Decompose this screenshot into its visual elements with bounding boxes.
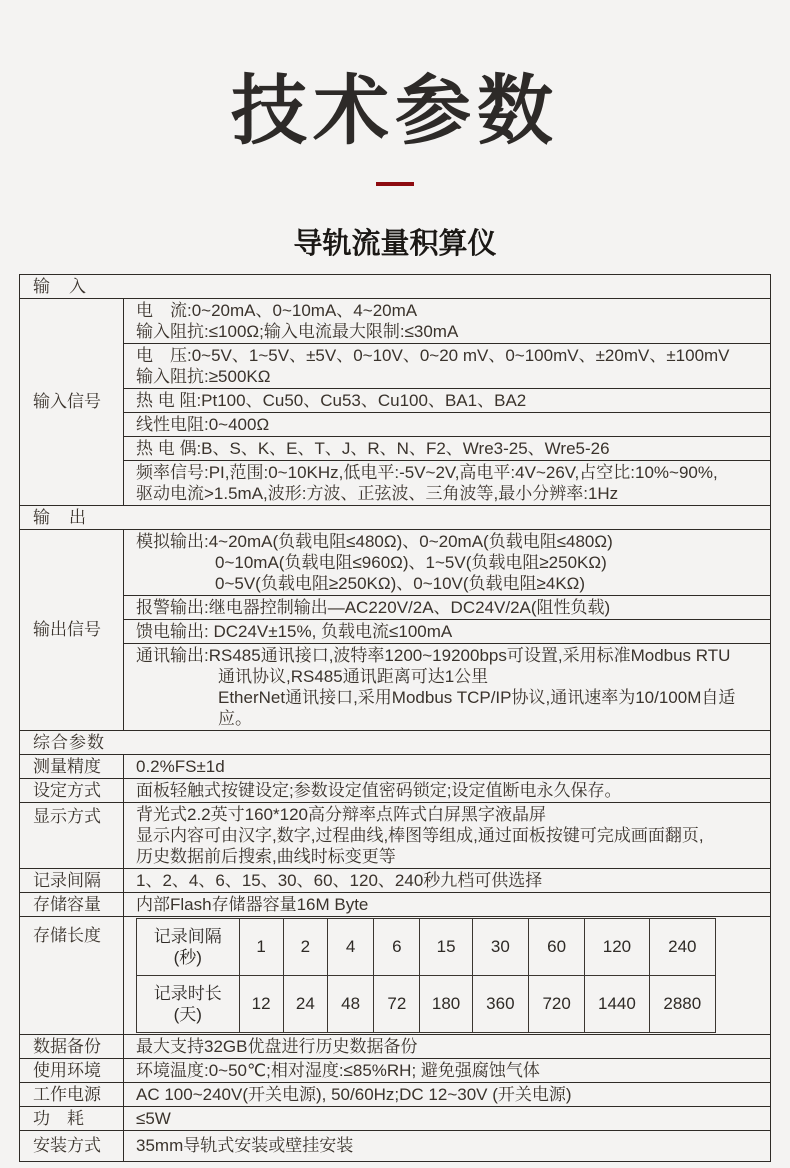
cell-accuracy: 0.2%FS±1d bbox=[124, 754, 771, 778]
storage-duration-value: 360 bbox=[472, 975, 528, 1032]
storage-interval-value: 2 bbox=[283, 918, 327, 975]
input-frequency-line2: 驱动电流>1.5mA,波形:方波、正弦波、三角波等,最小分辨率:1Hz bbox=[136, 483, 619, 503]
display-line1: 背光式2.2英寸160*120高分辩率点阵式白屏黑字液晶屏 bbox=[136, 804, 546, 824]
storage-duration-value: 720 bbox=[528, 975, 584, 1032]
output-analog-line1: 模拟输出:4~20mA(负载电阻≤480Ω)、0~20mA(负载电阻≤480Ω) bbox=[136, 531, 613, 551]
product-subtitle: 导轨流量积算仪 bbox=[293, 227, 497, 260]
storage-interval-label: 记录间隔(秒) bbox=[137, 918, 240, 975]
cell-output-analog bbox=[124, 529, 771, 595]
output-comm-line1: 通讯输出:RS485通讯接口,波特率1200~19200bps可设置,采用标准Modbus RTU bbox=[136, 645, 731, 665]
storage-duration-value: 24 bbox=[283, 975, 327, 1032]
accent-dash bbox=[376, 182, 414, 186]
row-label-input-signal: 输入信号 bbox=[20, 298, 124, 505]
cell-storage-length bbox=[124, 916, 771, 1034]
storage-duration-value: 2880 bbox=[649, 975, 715, 1032]
section-label-general: 综合参数 bbox=[20, 730, 771, 754]
cell-setting: 面板轻触式按键设定;参数设定值密码锁定;设定值断电永久保存。 bbox=[124, 778, 771, 802]
cell-power-consumption: ≤5W bbox=[124, 1106, 771, 1130]
cell-installation: 35mm导轨式安装或壁挂安装 bbox=[124, 1130, 771, 1161]
cell-input-linear-resistance: 线性电阻:0~400Ω bbox=[124, 412, 771, 436]
row-label-power-supply: 工作电源 bbox=[20, 1082, 124, 1106]
display-line3: 历史数据前后搜索,曲线时标变更等 bbox=[136, 846, 396, 866]
row-input-rtd bbox=[20, 388, 771, 412]
storage-duration-value: 180 bbox=[420, 975, 472, 1032]
cell-output-communication bbox=[124, 643, 771, 730]
cell-record-interval: 1、2、4、6、15、30、60、120、240秒九档可供选择 bbox=[124, 868, 771, 892]
row-label-data-backup: 数据备份 bbox=[20, 1034, 124, 1058]
spec-table bbox=[19, 274, 771, 1162]
row-input-linear-resistance bbox=[20, 412, 771, 436]
row-label-environment: 使用环境 bbox=[20, 1058, 124, 1082]
row-setting bbox=[20, 778, 771, 802]
storage-duration-label: 记录时长(天) bbox=[137, 975, 240, 1032]
storage-duration-row bbox=[137, 975, 716, 1032]
section-label-input: 输 入 bbox=[20, 274, 771, 298]
cell-input-current bbox=[124, 298, 771, 343]
row-installation bbox=[20, 1130, 771, 1161]
row-output-alarm bbox=[20, 595, 771, 619]
storage-duration-value: 72 bbox=[374, 975, 420, 1032]
storage-length-table bbox=[136, 918, 716, 1033]
storage-duration-value: 12 bbox=[239, 975, 283, 1032]
cell-input-thermocouple: 热 电 偶:B、S、K、E、T、J、R、N、F2、Wre3-25、Wre5-26 bbox=[124, 436, 771, 460]
section-row-input bbox=[20, 274, 771, 298]
section-row-output bbox=[20, 505, 771, 529]
output-analog-line3: 0~5V(负载电阻≥250KΩ)、0~10V(负载电阻≥4KΩ) bbox=[215, 573, 586, 593]
row-input-frequency bbox=[20, 460, 771, 505]
input-voltage-line2: 输入阻抗:≥500KΩ bbox=[136, 366, 271, 386]
storage-interval-value: 4 bbox=[327, 918, 373, 975]
row-output-feed bbox=[20, 619, 771, 643]
row-display bbox=[20, 802, 771, 868]
input-voltage-line1: 电 压:0~5V、1~5V、±5V、0~10V、0~20 mV、0~100mV、±20mV、±100mV bbox=[136, 345, 730, 365]
row-label-output-signal: 输出信号 bbox=[20, 529, 124, 730]
output-comm-line2: 通讯协议,RS485通讯距离可达1公里 bbox=[218, 666, 489, 686]
display-line2: 显示内容可由汉字,数字,过程曲线,棒图等组成,通过面板按键可完成画面翻页, bbox=[136, 825, 704, 845]
row-input-thermocouple bbox=[20, 436, 771, 460]
cell-data-backup: 最大支持32GB优盘进行历史数据备份 bbox=[124, 1034, 771, 1058]
row-output-communication bbox=[20, 643, 771, 730]
row-label-storage-length: 存储长度 bbox=[20, 916, 124, 1034]
row-record-interval bbox=[20, 868, 771, 892]
input-current-line1: 电 流:0~20mA、0~10mA、4~20mA bbox=[136, 300, 418, 320]
page-title: 技术参数 bbox=[231, 69, 559, 154]
section-row-general bbox=[20, 730, 771, 754]
storage-interval-value: 15 bbox=[420, 918, 472, 975]
output-comm-line3: EtherNet通讯接口,采用Modbus TCP/IP协议,通讯速率为10/100M自适应。 bbox=[218, 687, 736, 728]
row-label-installation: 安装方式 bbox=[20, 1130, 124, 1161]
cell-display bbox=[124, 802, 771, 868]
row-output-analog bbox=[20, 529, 771, 595]
cell-output-alarm: 报警输出:继电器控制输出—AC220V/2A、DC24V/2A(阻性负载) bbox=[124, 595, 771, 619]
row-input-voltage bbox=[20, 343, 771, 388]
row-storage-length bbox=[20, 916, 771, 1034]
storage-interval-row bbox=[137, 918, 716, 975]
cell-input-rtd: 热 电 阻:Pt100、Cu50、Cu53、Cu100、BA1、BA2 bbox=[124, 388, 771, 412]
row-accuracy bbox=[20, 754, 771, 778]
storage-interval-value: 120 bbox=[585, 918, 649, 975]
row-input-current bbox=[20, 298, 771, 343]
cell-output-feed: 馈电输出: DC24V±15%, 负载电流≤100mA bbox=[124, 619, 771, 643]
storage-interval-value: 6 bbox=[374, 918, 420, 975]
row-label-storage-capacity: 存储容量 bbox=[20, 892, 124, 916]
storage-duration-value: 1440 bbox=[585, 975, 649, 1032]
row-data-backup bbox=[20, 1034, 771, 1058]
input-frequency-line1: 频率信号:PI,范围:0~10KHz,低电平:-5V~2V,高电平:4V~26V,占空比:10%~90%, bbox=[136, 462, 718, 482]
storage-interval-value: 30 bbox=[472, 918, 528, 975]
input-current-line2: 输入阻抗:≤100Ω;输入电流最大限制:≤30mA bbox=[136, 321, 459, 341]
storage-interval-value: 60 bbox=[528, 918, 584, 975]
row-power-supply bbox=[20, 1082, 771, 1106]
row-storage-capacity bbox=[20, 892, 771, 916]
storage-interval-value: 240 bbox=[649, 918, 715, 975]
section-label-output: 输 出 bbox=[20, 505, 771, 529]
row-power-consumption bbox=[20, 1106, 771, 1130]
storage-interval-value: 1 bbox=[239, 918, 283, 975]
row-label-power-consumption: 功 耗 bbox=[20, 1106, 124, 1130]
cell-input-frequency bbox=[124, 460, 771, 505]
cell-environment: 环境温度:0~50℃;相对湿度:≤85%RH; 避免强腐蚀气体 bbox=[124, 1058, 771, 1082]
row-label-display: 显示方式 bbox=[20, 802, 124, 868]
row-label-accuracy: 测量精度 bbox=[20, 754, 124, 778]
cell-input-voltage bbox=[124, 343, 771, 388]
row-environment bbox=[20, 1058, 771, 1082]
row-label-record-interval: 记录间隔 bbox=[20, 868, 124, 892]
output-analog-line2: 0~10mA(负载电阻≤960Ω)、1~5V(负载电阻≥250KΩ) bbox=[215, 552, 607, 572]
cell-storage-capacity: 内部Flash存储器容量16M Byte bbox=[124, 892, 771, 916]
storage-duration-value: 48 bbox=[327, 975, 373, 1032]
row-label-setting: 设定方式 bbox=[20, 778, 124, 802]
cell-power-supply: AC 100~240V(开关电源), 50/60Hz;DC 12~30V (开关电源) bbox=[124, 1082, 771, 1106]
